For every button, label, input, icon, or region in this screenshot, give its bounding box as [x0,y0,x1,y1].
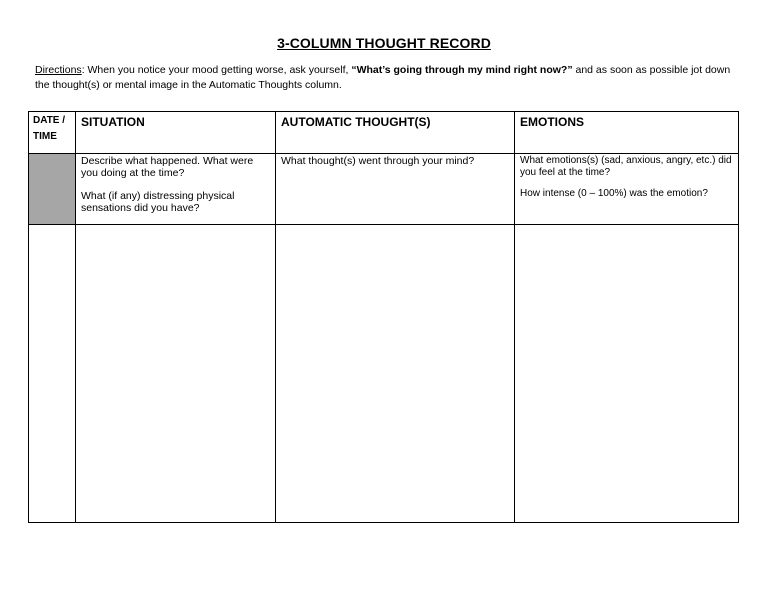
automatic-thoughts-prompt-cell [276,154,515,225]
emotions-prompt-1: What emotions(s) (sad, anxious, angry, etc.) did you feel at the time? [520,155,732,178]
situation-prompt-2: What (if any) distressing physical sensations did you have? [81,190,235,214]
entry-automatic-thoughts-cell[interactable] [276,225,515,523]
directions [35,63,740,93]
prompt-row [29,154,739,225]
header-date-line: DATE / [33,115,66,126]
emotions-prompt-2: How intense (0 – 100%) was the emotion? [520,188,708,199]
automatic-thoughts-prompt: What thought(s) went through your mind? [281,155,475,167]
entry-date-time-cell[interactable] [29,225,76,523]
directions-text-before: : When you notice your mood getting worse, ask yourself, [81,64,352,76]
directions-label: Directions [35,64,82,76]
shaded-date-cell [29,154,76,225]
entry-situation-cell[interactable] [76,225,276,523]
directions-text-after: and as soon as possible jot down the thought(s) or mental image in the Automatic Thoughts column. [35,64,731,91]
header-time-line: TIME [33,131,57,142]
header-automatic-thoughts: AUTOMATIC THOUGHT(S) [276,112,515,154]
entry-emotions-cell[interactable] [515,225,739,523]
header-situation: SITUATION [76,112,276,154]
header-date-time [29,112,76,154]
situation-prompt-1: Describe what happened. What were you doing at the time? [81,155,254,179]
directions-quote: “What’s going through my mind right now?” [351,64,573,76]
header-row [29,112,739,154]
emotions-prompt-cell [515,154,739,225]
thought-record-table [28,111,739,523]
entry-row [29,225,739,523]
situation-prompt-cell [76,154,276,225]
page-title: 3-COLUMN THOUGHT RECORD [277,35,491,51]
header-emotions: EMOTIONS [515,112,739,154]
